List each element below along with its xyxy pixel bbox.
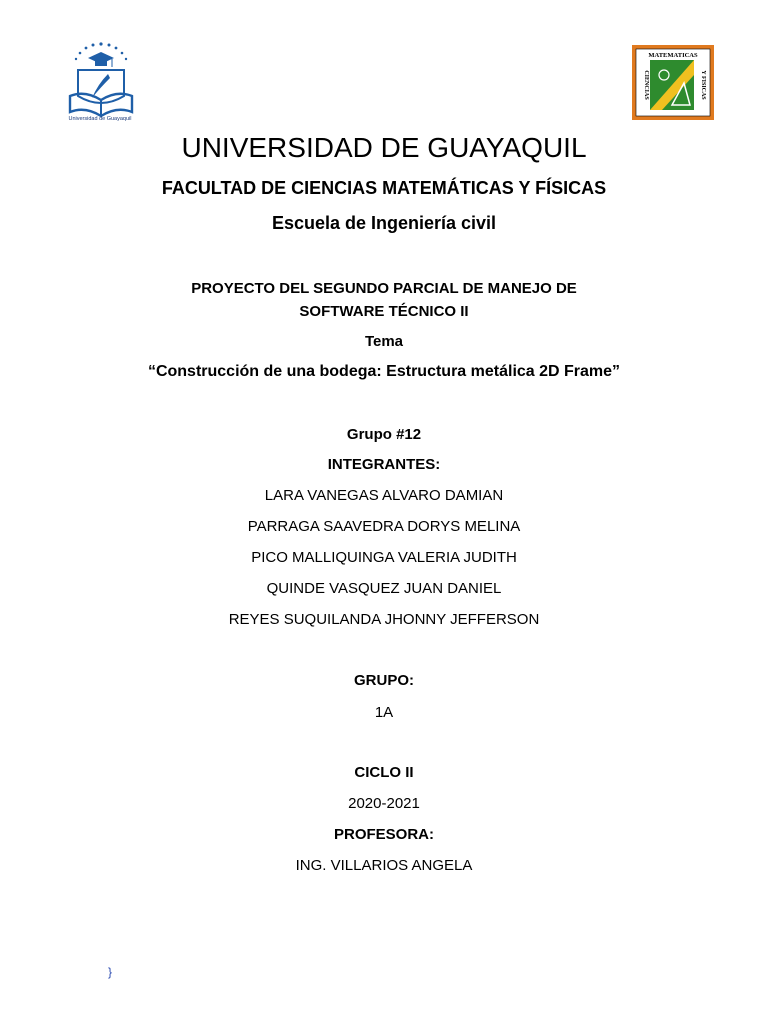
project-topic: “Construcción de una bodega: Estructura metálica 2D Frame” bbox=[147, 363, 621, 380]
university-logo-left bbox=[60, 40, 142, 126]
footer-brace-mark: } bbox=[108, 965, 113, 979]
member-name: PARRAGA SAAVEDRA DORYS MELINA bbox=[247, 518, 521, 535]
group-number: Grupo #12 bbox=[346, 426, 422, 443]
members-heading: INTEGRANTES: bbox=[327, 456, 441, 473]
faculty-logo-right-text: Y FISICAS bbox=[700, 70, 706, 100]
project-title-line2: SOFTWARE TÉCNICO II bbox=[299, 303, 469, 320]
tema-label: Tema bbox=[364, 333, 404, 350]
cycle-value: 2020-2021 bbox=[348, 795, 420, 812]
member-name: REYES SUQUILANDA JHONNY JEFFERSON bbox=[228, 611, 540, 628]
university-logo-caption: Universidad de Guayaquil bbox=[68, 116, 132, 122]
university-title: UNIVERSIDAD DE GUAYAQUIL bbox=[181, 132, 587, 163]
member-name: LARA VANEGAS ALVARO DAMIAN bbox=[264, 487, 504, 504]
faculty-logo-top-text: MATEMATICAS bbox=[648, 52, 698, 59]
professor-name: ING. VILLARIOS ANGELA bbox=[295, 857, 473, 874]
grupo-value: 1A bbox=[374, 704, 394, 721]
project-title-line1: PROYECTO DEL SEGUNDO PARCIAL DE MANEJO DE bbox=[191, 280, 577, 297]
grupo-label: GRUPO: bbox=[354, 672, 414, 689]
school-title: Escuela de Ingeniería civil bbox=[271, 213, 497, 233]
member-name: PICO MALLIQUINGA VALERIA JUDITH bbox=[251, 549, 517, 566]
faculty-logo-right bbox=[632, 45, 714, 120]
faculty-title: FACULTAD DE CIENCIAS MATEMÁTICAS Y FÍSICAS bbox=[161, 178, 607, 198]
faculty-logo-left-text: CIENCIAS bbox=[643, 70, 649, 100]
member-name: QUINDE VASQUEZ JUAN DANIEL bbox=[266, 580, 502, 597]
professor-label: PROFESORA: bbox=[333, 826, 434, 843]
cycle-label: CICLO II bbox=[354, 764, 414, 781]
